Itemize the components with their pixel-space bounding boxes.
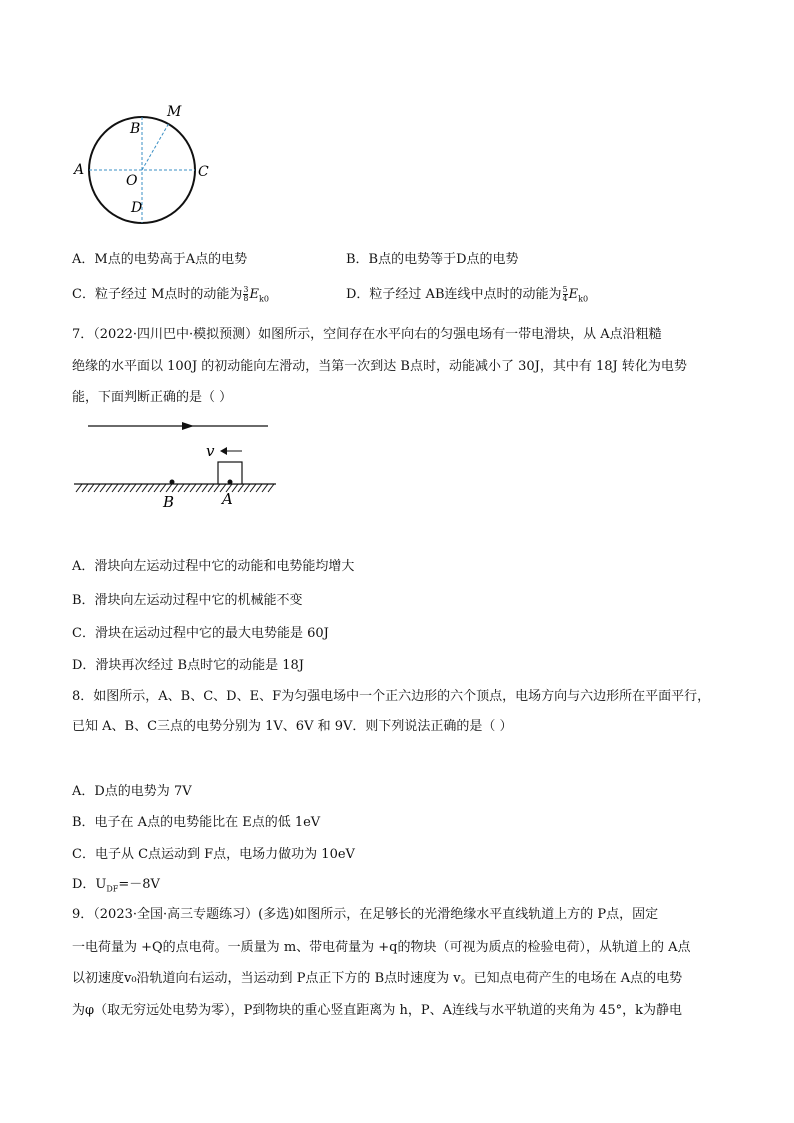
q6-option-d-text: D．粒子经过 AB连线中点时的动能为	[346, 287, 562, 302]
point-a-dot	[228, 480, 233, 485]
field-arrow-head	[182, 422, 194, 430]
q8-line-1: 8．如图所示，A、B、C、D、E、F为匀强电场中一个正六边形的六个顶点，电场方向与六边形所在平面平行，	[72, 689, 711, 704]
velocity-arrow-head	[220, 447, 227, 455]
q7-option-b: B．滑块向左运动过程中它的机械能不变	[72, 593, 303, 608]
q6-option-c-sub: k0	[258, 294, 269, 304]
q8-option-d-sub: DF	[106, 884, 119, 894]
q6-option-c	[72, 286, 269, 308]
q9-line-3: 以初速度v₀沿轨道向右运动，当运动到 P点正下方的 B点时速度为 v。已知点电荷产生的电场在 A点的电势	[72, 971, 683, 986]
q6-option-c-fraction	[243, 286, 248, 303]
q8-option-b: B．电子在 A点的电势能比在 E点的低 1eV	[72, 815, 321, 830]
slider-figure	[0, 410, 794, 530]
q8-option-d-text: D．U	[72, 877, 107, 892]
q6-option-b: B．B点的电势等于D点的电势	[346, 252, 519, 267]
label-a: A	[74, 162, 85, 178]
q7-line-2: 绝缘的水平面以 100J 的初动能向左滑动，当第一次到达 B点时，动能减小了 30J，其中有 18J 转化为电势	[72, 359, 687, 374]
q6-option-d-den: 4	[562, 294, 568, 303]
q7-option-c: C．滑块在运动过程中它的最大电势能是 60J	[72, 626, 329, 641]
q6-option-d-sub: k0	[578, 294, 589, 304]
label-a-point: A	[222, 490, 233, 508]
ground-hatch	[76, 484, 274, 492]
label-o: O	[126, 173, 138, 189]
q6-option-c-den: 8	[243, 294, 249, 303]
q9-line-1: 9．（2023·全国·高三专题练习）(多选)如图所示，在足够长的光滑绝缘水平直线轨道上方的 P点，固定	[72, 907, 659, 922]
q6-option-d-e: E	[568, 287, 579, 302]
q7-line-1: 7．（2022·四川巴中·模拟预测）如图所示，空间存在水平向右的匀强电场有一带电滑块，从 A点沿粗糙	[72, 327, 662, 342]
label-v: v	[206, 442, 215, 460]
label-b: B	[130, 121, 141, 137]
q8-option-c: C．电子从 C点运动到 F点，电场力做功为 10eV	[72, 847, 355, 862]
q6-option-d-num: 5	[562, 285, 568, 294]
label-c: C	[198, 164, 209, 180]
q7-option-a: A．滑块向左运动过程中它的动能和电势能均增大	[72, 559, 355, 574]
q7-option-d: D．滑块再次经过 B点时它的动能是 18J	[72, 658, 304, 673]
point-b-dot	[170, 480, 175, 485]
label-d: D	[131, 200, 143, 216]
q7-line-3: 能，下面判断正确的是（ ）	[72, 390, 233, 405]
q6-option-c-num: 3	[243, 285, 249, 294]
q8-option-d-value: =－8V	[118, 877, 160, 892]
q9-line-4: 为φ（取无穷远处电势为零），P到物块的重心竖直距离为 h，P、A连线与水平轨道的夹角为 45°，k为静电	[72, 1003, 683, 1018]
q6-option-c-e: E	[249, 287, 259, 302]
q6-option-d-fraction	[563, 286, 568, 303]
q8-option-d	[72, 877, 160, 898]
label-m: M	[167, 104, 182, 120]
q9-line-2: 一电荷量为 +Q的点电荷。一质量为 m、带电荷量为 +q的物块（可视为质点的检验电荷），从轨道上的 A点	[72, 940, 691, 955]
radius-om	[142, 123, 169, 170]
q6-option-c-text: C．粒子经过 M点时的动能为	[72, 287, 243, 302]
circle-figure	[0, 0, 794, 240]
q6-option-a: A．M点的电势高于A点的电势	[72, 252, 248, 267]
q8-option-a: A．D点的电势为 7V	[72, 784, 192, 799]
q8-line-2: 已知 A、B、C三点的电势分别为 1V、6V 和 9V．则下列说法正确的是（ ）	[72, 719, 513, 734]
q6-option-d	[346, 286, 588, 308]
label-b-point: B	[163, 493, 175, 511]
